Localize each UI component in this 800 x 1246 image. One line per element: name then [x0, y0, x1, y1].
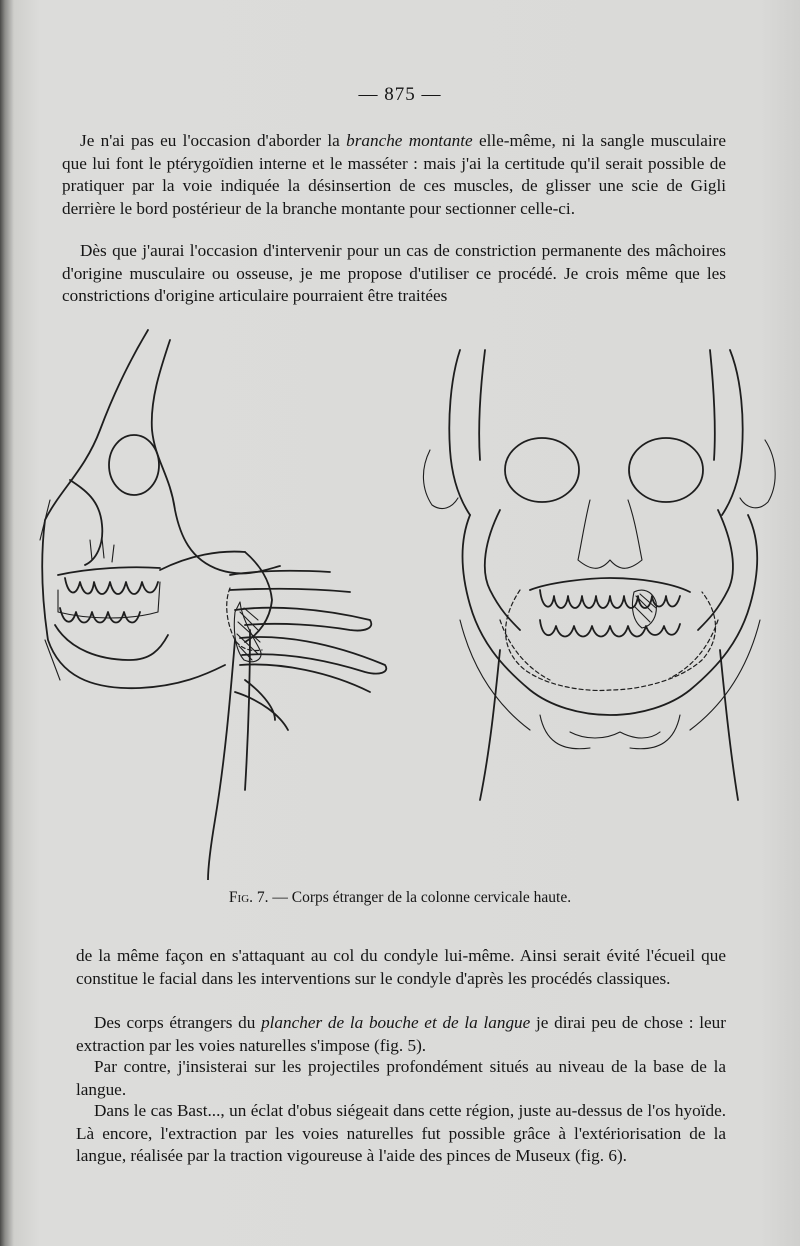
paragraph-3 — [76, 945, 726, 990]
figure-caption — [0, 889, 800, 907]
paragraph-4-italic: plancher de la bouche et de la langue — [261, 1013, 531, 1032]
paragraph-6-text: Dans le cas Bast..., un éclat d'obus siégeait dans cette région, juste au-dessus de l'os hyoïde. Là encore, l'extraction par les voies naturelles fut possible grâce à l'extériorisation de la langue, réalisée par la traction vigoureuse à l'aide des pinces de Museux (fig. 6). — [76, 1101, 726, 1166]
paragraph-3-text: de la même façon en s'attaquant au col du condyle lui-même. Ainsi serait évité l'écueil que constitue le facial dans les interventions sur le condyle d'après les procédés classiques. — [76, 946, 726, 988]
paragraph-1-start: Je n'ai pas eu l'occasion d'aborder la — [80, 131, 347, 150]
lateral-skull-drawing — [40, 330, 386, 880]
frontal-skull-drawing — [423, 350, 775, 800]
paragraph-1 — [62, 130, 726, 220]
skull-illustration — [30, 320, 800, 880]
page-number: — 875 — — [358, 84, 442, 105]
paragraph-4-end: je dirai peu de chose : leur extraction par les voies naturelles s'impose (fig. 5). — [76, 1013, 726, 1055]
paragraph-1-end: elle-même, ni la sangle musculaire que lui font le ptérygoïdien interne et le masséter : mais j'ai la certitude qu'il serait possible de pratiquer par la voie indiquée la désinsertion de ces muscles, de glisser une scie de Gigli derrière le bord postérieur de la branche montante pour sectionner celle-ci. — [62, 131, 726, 218]
figure-caption-text: — Corps étranger de la colonne cervicale haute. — [268, 889, 572, 906]
figure-label: Fig. 7. — [228, 889, 269, 906]
paragraph-6 — [76, 1100, 726, 1168]
paragraph-5 — [76, 1056, 726, 1101]
paragraph-4-start: Des corps étrangers du — [94, 1013, 262, 1032]
paragraph-1-italic: branche montante — [346, 131, 473, 150]
paragraph-2-text: Dès que j'aurai l'occasion d'intervenir pour un cas de constriction permanente des mâchoires d'origine musculaire ou osseuse, je me propose d'utiliser ce procédé. Je crois même que les constrictions d'origine articulaire pourraient être traitées — [62, 241, 726, 306]
paragraph-5-text: Par contre, j'insisterai sur les projectiles profondément situés au niveau de la base de la langue. — [76, 1057, 726, 1099]
paragraph-2 — [62, 240, 726, 308]
paragraph-4 — [76, 1012, 726, 1057]
